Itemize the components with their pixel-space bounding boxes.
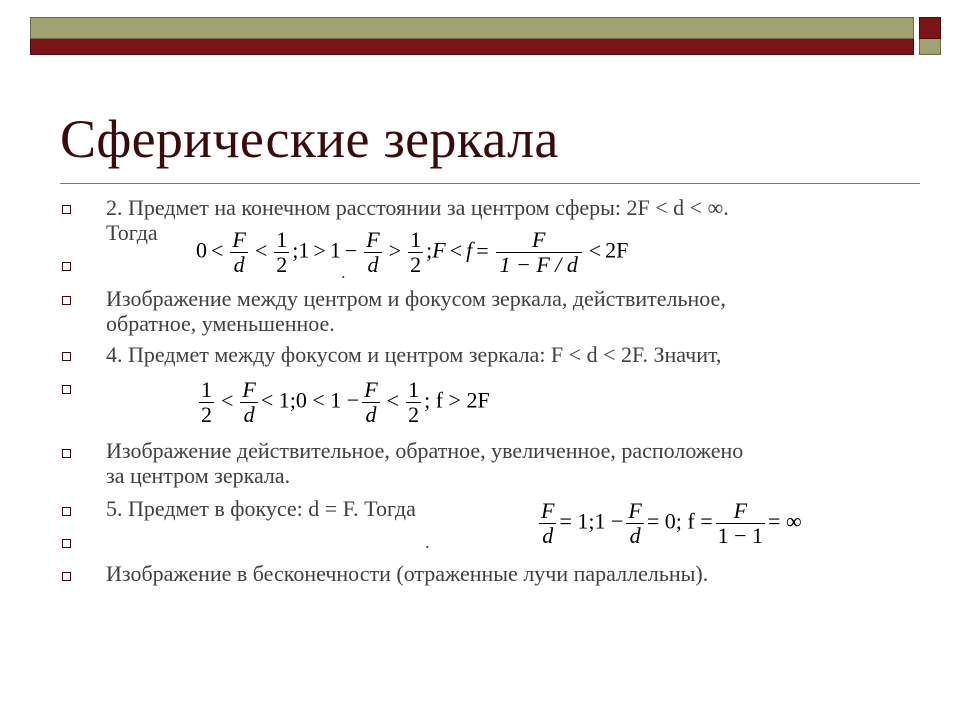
- slide-title: Сферические зеркала: [60, 109, 559, 169]
- bullet-9: [62, 572, 71, 581]
- bullet-7: [62, 507, 71, 516]
- item-6-line-1: Изображение действительное, обратное, увеличенное, расположено: [106, 438, 744, 463]
- bullet-1: [62, 205, 71, 214]
- item-1-line-1: 2. Предмет на конечном расстоянии за центром сферы: 2F < d < ∞.: [106, 195, 729, 220]
- bullet-8: [62, 539, 71, 548]
- header-maroon-bar: [30, 39, 914, 55]
- bullet-4: [62, 352, 71, 361]
- item-7-line-1: 5. Предмет в фокусе: d = F. Тогда: [106, 496, 416, 521]
- item-4-line-1: 4. Предмет между фокусом и центром зеркала: F < d < 2F. Значит,: [106, 342, 722, 367]
- header-corner-maroon: [919, 17, 941, 39]
- bullet-5: [62, 385, 71, 394]
- title-divider: [60, 183, 920, 184]
- header-olive-bar: [30, 17, 914, 39]
- item-3-line-1: Изображение между центром и фокусом зеркала, действительное,: [106, 286, 726, 311]
- stray-dot-2: .: [425, 532, 430, 552]
- item-6-line-2: за центром зеркала.: [106, 463, 291, 488]
- formula-1: 0 < $\frac{F}{d}$ < $\frac{1}{2}$ ;1 > 1 − $\frac{F}{d}$ > $\frac{1}{2}$ ;F < f = $\frac{F}{1 - F / d}$ < 2F: [196, 227, 629, 277]
- bullet-3: [62, 296, 71, 305]
- header-corner-olive: [919, 39, 941, 55]
- formula-2: $\frac{1}{2}$ < $\frac{F}{d}$ < 1;0 < 1 − $\frac{F}{d}$ < $\frac{1}{2}$ ; f > 2F: [201, 377, 490, 427]
- item-9-line-1: Изображение в бесконечности (отраженные лучи параллельны).: [106, 561, 709, 586]
- bullet-6: [62, 449, 71, 458]
- item-1-line-2: Тогда: [106, 220, 158, 245]
- stray-dot-1: .: [341, 262, 346, 282]
- bullet-2: [62, 262, 71, 271]
- formula-3: $\frac{F}{d}$ = 1;1 − $\frac{F}{d}$ = 0; f = $\frac{F}{1 - 1}$ = ∞: [541, 498, 802, 548]
- item-3-line-2: обратное, уменьшенное.: [106, 311, 335, 336]
